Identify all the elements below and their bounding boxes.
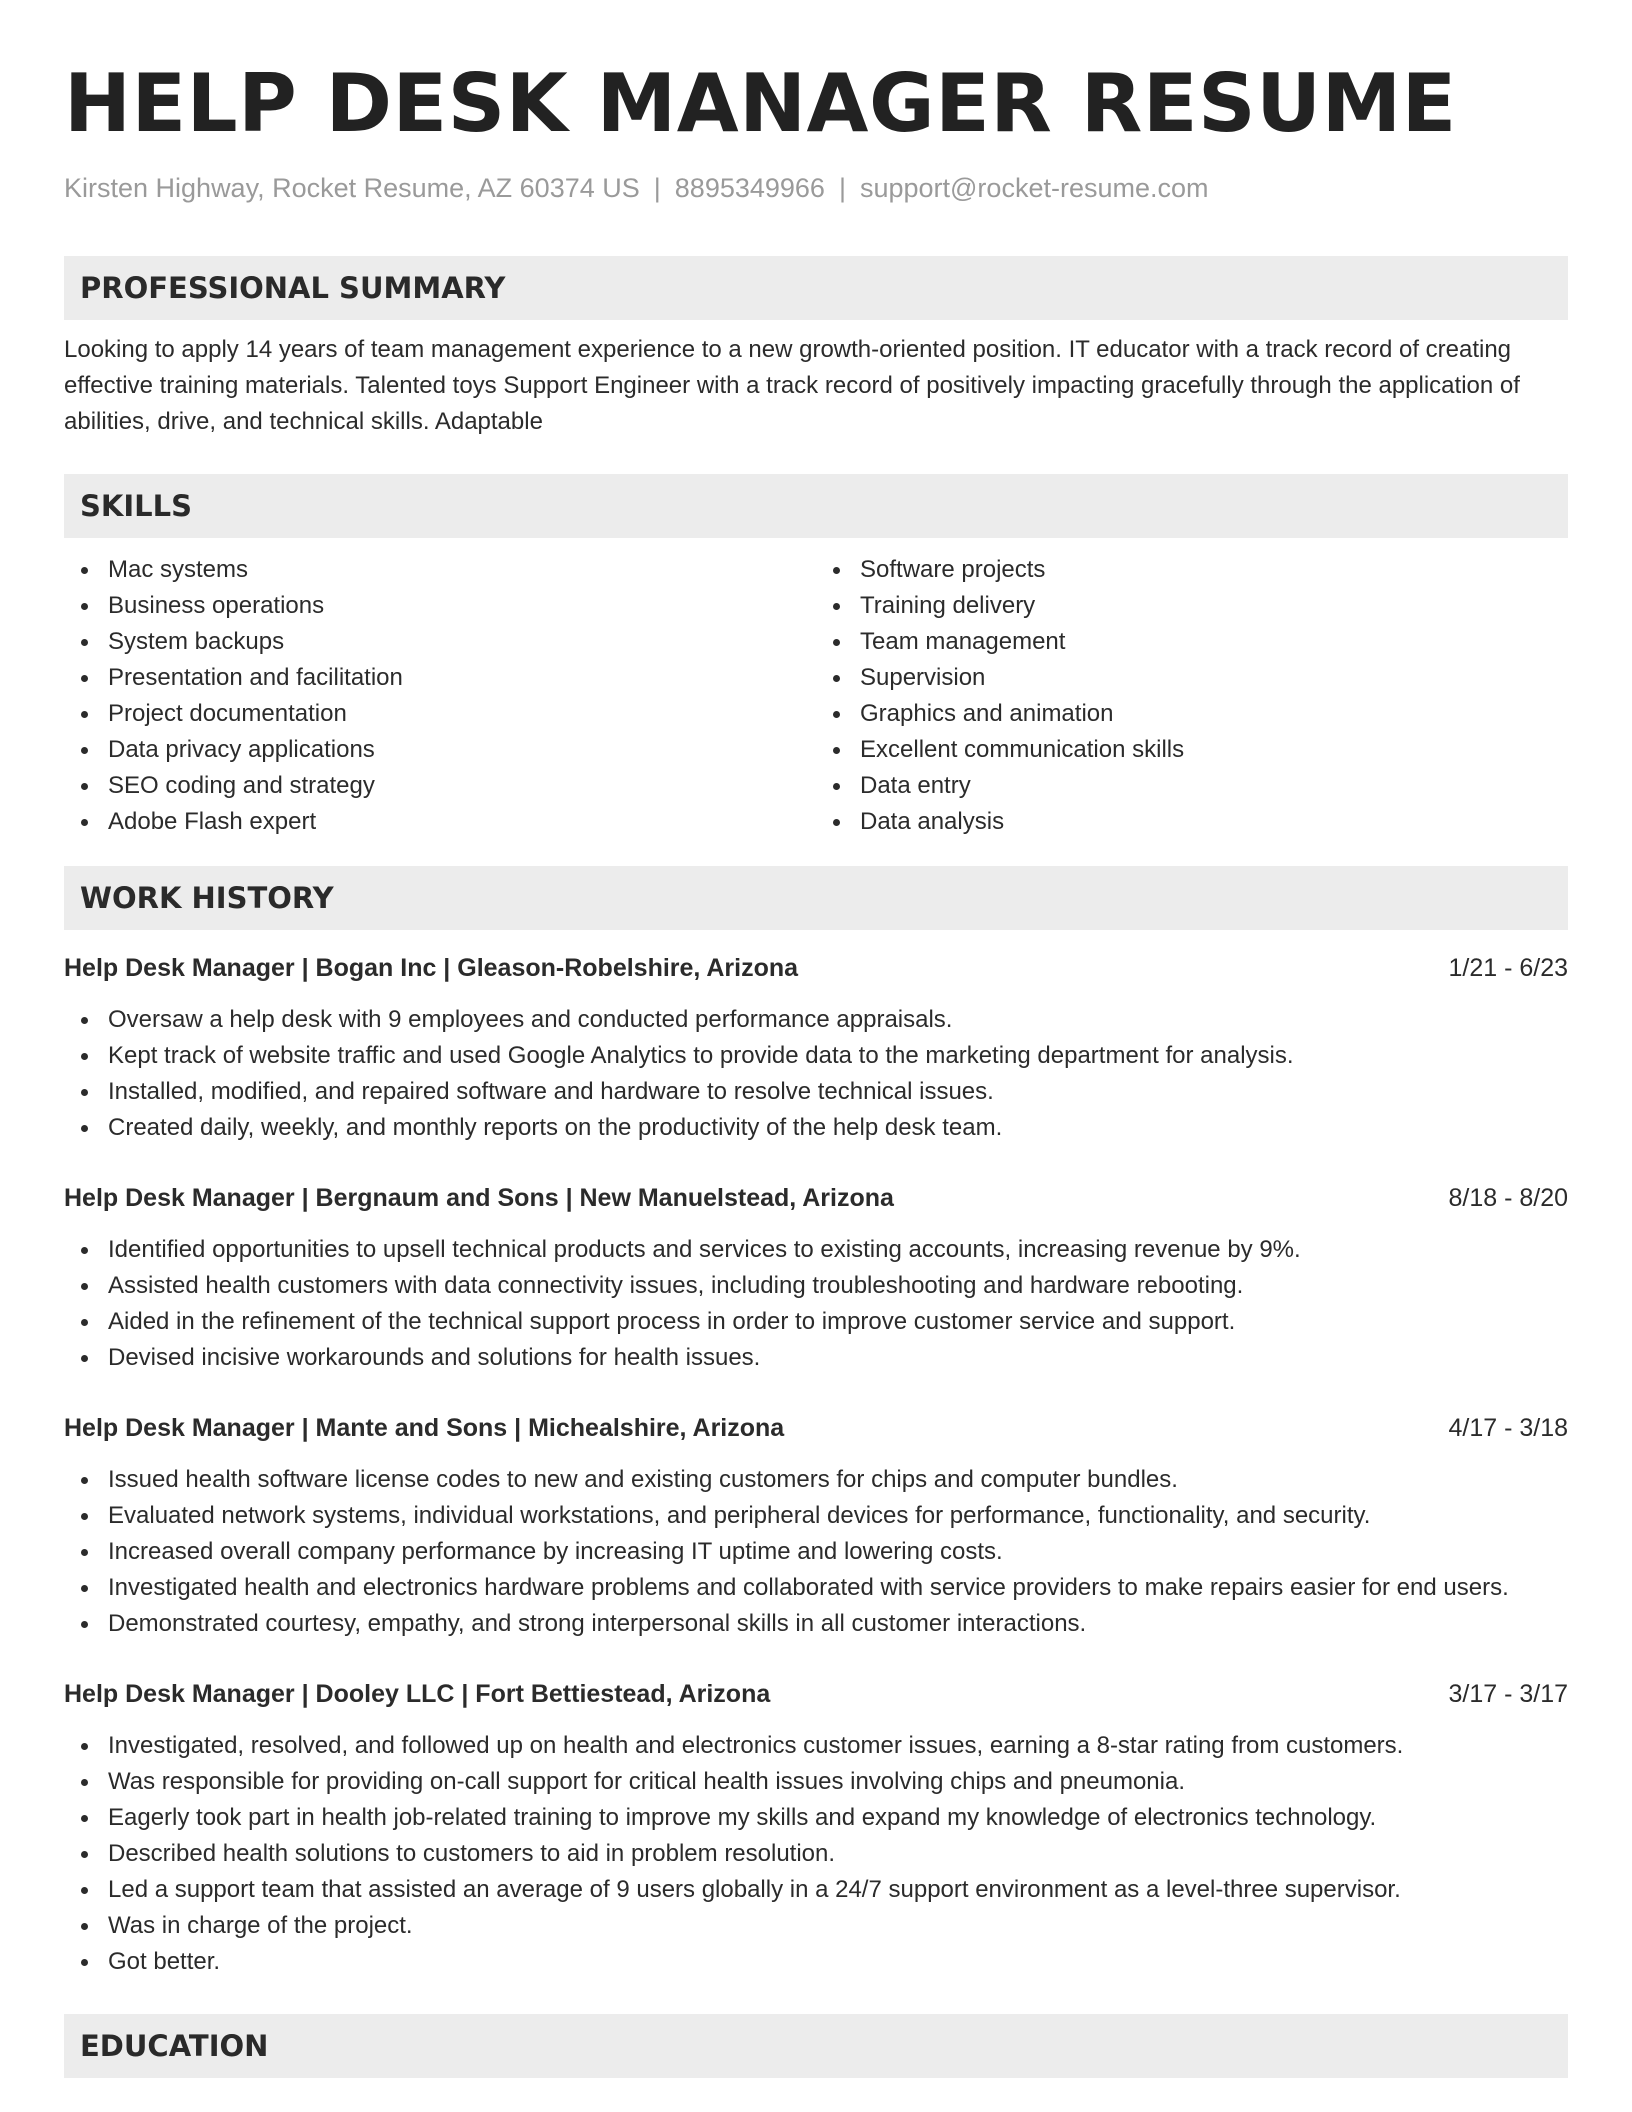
skill-item: Excellent communication skills	[816, 732, 1568, 768]
skill-item: Software projects	[816, 552, 1568, 588]
job-bullet: Identified opportunities to upsell technical products and services to existing accounts, increasing revenue by 9%.	[64, 1232, 1568, 1268]
job-bullet: Increased overall company performance by increasing IT uptime and lowering costs.	[64, 1534, 1568, 1570]
section-heading-education: EDUCATION	[64, 2014, 1568, 2078]
contact-email: support@rocket-resume.com	[859, 173, 1209, 203]
contact-separator: |	[653, 173, 661, 203]
summary-text: Looking to apply 14 years of team management experience to a new growth-oriented position. IT educator with a track record of creating effective training materials. Talented toys Support Engineer with a track record of positively impacting gracefully through the application of abilities, drive, and technical skills. Adaptable	[64, 336, 1520, 435]
skill-item: Business operations	[64, 588, 816, 624]
job-bullet: Was responsible for providing on-call support for critical health issues involving chips and pneumonia.	[64, 1764, 1568, 1800]
skill-item: Adobe Flash expert	[64, 804, 816, 840]
job-dates: 3/17 - 3/17	[1448, 1680, 1568, 1708]
section-heading-summary: PROFESSIONAL SUMMARY	[64, 256, 1568, 320]
job-title: Help Desk Manager | Dooley LLC | Fort Bettiestead, Arizona	[64, 1680, 771, 1708]
skill-item: Data analysis	[816, 804, 1568, 840]
job-bullets	[64, 1728, 1568, 1980]
job-bullet: Described health solutions to customers to aid in problem resolution.	[64, 1836, 1568, 1872]
job-dates: 8/18 - 8/20	[1448, 1184, 1568, 1212]
job-entry	[64, 1410, 1568, 1642]
job-entry	[64, 1180, 1568, 1376]
resume-title: HELP DESK MANAGER RESUME	[64, 57, 1457, 150]
skills-column-right	[816, 552, 1568, 840]
job-bullet: Oversaw a help desk with 9 employees and conducted performance appraisals.	[64, 1002, 1568, 1038]
job-bullet: Was in charge of the project.	[64, 1908, 1568, 1944]
skill-item: Data privacy applications	[64, 732, 816, 768]
skill-item: Training delivery	[816, 588, 1568, 624]
job-bullet: Got better.	[64, 1944, 1568, 1980]
job-bullet: Issued health software license codes to new and existing customers for chips and computer bundles.	[64, 1462, 1568, 1498]
job-header	[64, 1180, 1568, 1216]
job-entry	[64, 1676, 1568, 1980]
skill-item: Data entry	[816, 768, 1568, 804]
skill-item: SEO coding and strategy	[64, 768, 816, 804]
job-bullet: Created daily, weekly, and monthly reports on the productivity of the help desk team.	[64, 1110, 1568, 1146]
job-bullets	[64, 1002, 1568, 1146]
section-heading-work-history: WORK HISTORY	[64, 866, 1568, 930]
skill-item: Supervision	[816, 660, 1568, 696]
contact-address: Kirsten Highway, Rocket Resume, AZ 60374 US	[64, 173, 640, 203]
job-bullet: Evaluated network systems, individual workstations, and peripheral devices for performance, functionality, and security.	[64, 1498, 1568, 1534]
skill-item: Team management	[816, 624, 1568, 660]
skill-item: Project documentation	[64, 696, 816, 732]
skill-item: Mac systems	[64, 552, 816, 588]
job-bullet: Assisted health customers with data connectivity issues, including troubleshooting and hardware rebooting.	[64, 1268, 1568, 1304]
job-title: Help Desk Manager | Bergnaum and Sons | New Manuelstead, Arizona	[64, 1184, 894, 1212]
job-bullet: Investigated, resolved, and followed up on health and electronics customer issues, earning a 8-star rating from customers.	[64, 1728, 1568, 1764]
job-bullet: Kept track of website traffic and used Google Analytics to provide data to the marketing department for analysis.	[64, 1038, 1568, 1074]
skills-column-left	[64, 552, 816, 840]
job-header	[64, 1676, 1568, 1712]
job-bullet: Devised incisive workarounds and solutions for health issues.	[64, 1340, 1568, 1376]
job-bullet: Led a support team that assisted an average of 9 users globally in a 24/7 support environment as a level-three supervisor.	[64, 1872, 1568, 1908]
job-title: Help Desk Manager | Mante and Sons | Michealshire, Arizona	[64, 1414, 785, 1442]
job-entry	[64, 950, 1568, 1146]
contact-separator: |	[838, 173, 846, 203]
skill-item: System backups	[64, 624, 816, 660]
job-bullets	[64, 1462, 1568, 1642]
job-bullets	[64, 1232, 1568, 1376]
contact-phone: 8895349966	[674, 173, 825, 203]
job-bullet: Aided in the refinement of the technical support process in order to improve customer service and support.	[64, 1304, 1568, 1340]
skill-item: Graphics and animation	[816, 696, 1568, 732]
job-dates: 1/21 - 6/23	[1448, 954, 1568, 982]
job-title: Help Desk Manager | Bogan Inc | Gleason-Robelshire, Arizona	[64, 954, 799, 982]
skill-item: Presentation and facilitation	[64, 660, 816, 696]
job-bullet: Installed, modified, and repaired software and hardware to resolve technical issues.	[64, 1074, 1568, 1110]
job-dates: 4/17 - 3/18	[1448, 1414, 1568, 1442]
job-bullet: Eagerly took part in health job-related training to improve my skills and expand my knowledge of electronics technology.	[64, 1800, 1568, 1836]
job-bullet: Investigated health and electronics hardware problems and collaborated with service providers to make repairs easier for end users.	[64, 1570, 1568, 1606]
skills-grid	[64, 552, 1568, 840]
job-header	[64, 950, 1568, 986]
section-heading-skills: SKILLS	[64, 474, 1568, 538]
job-bullet: Demonstrated courtesy, empathy, and strong interpersonal skills in all customer interactions.	[64, 1606, 1568, 1642]
job-header	[64, 1410, 1568, 1446]
contact-line	[64, 170, 1568, 206]
